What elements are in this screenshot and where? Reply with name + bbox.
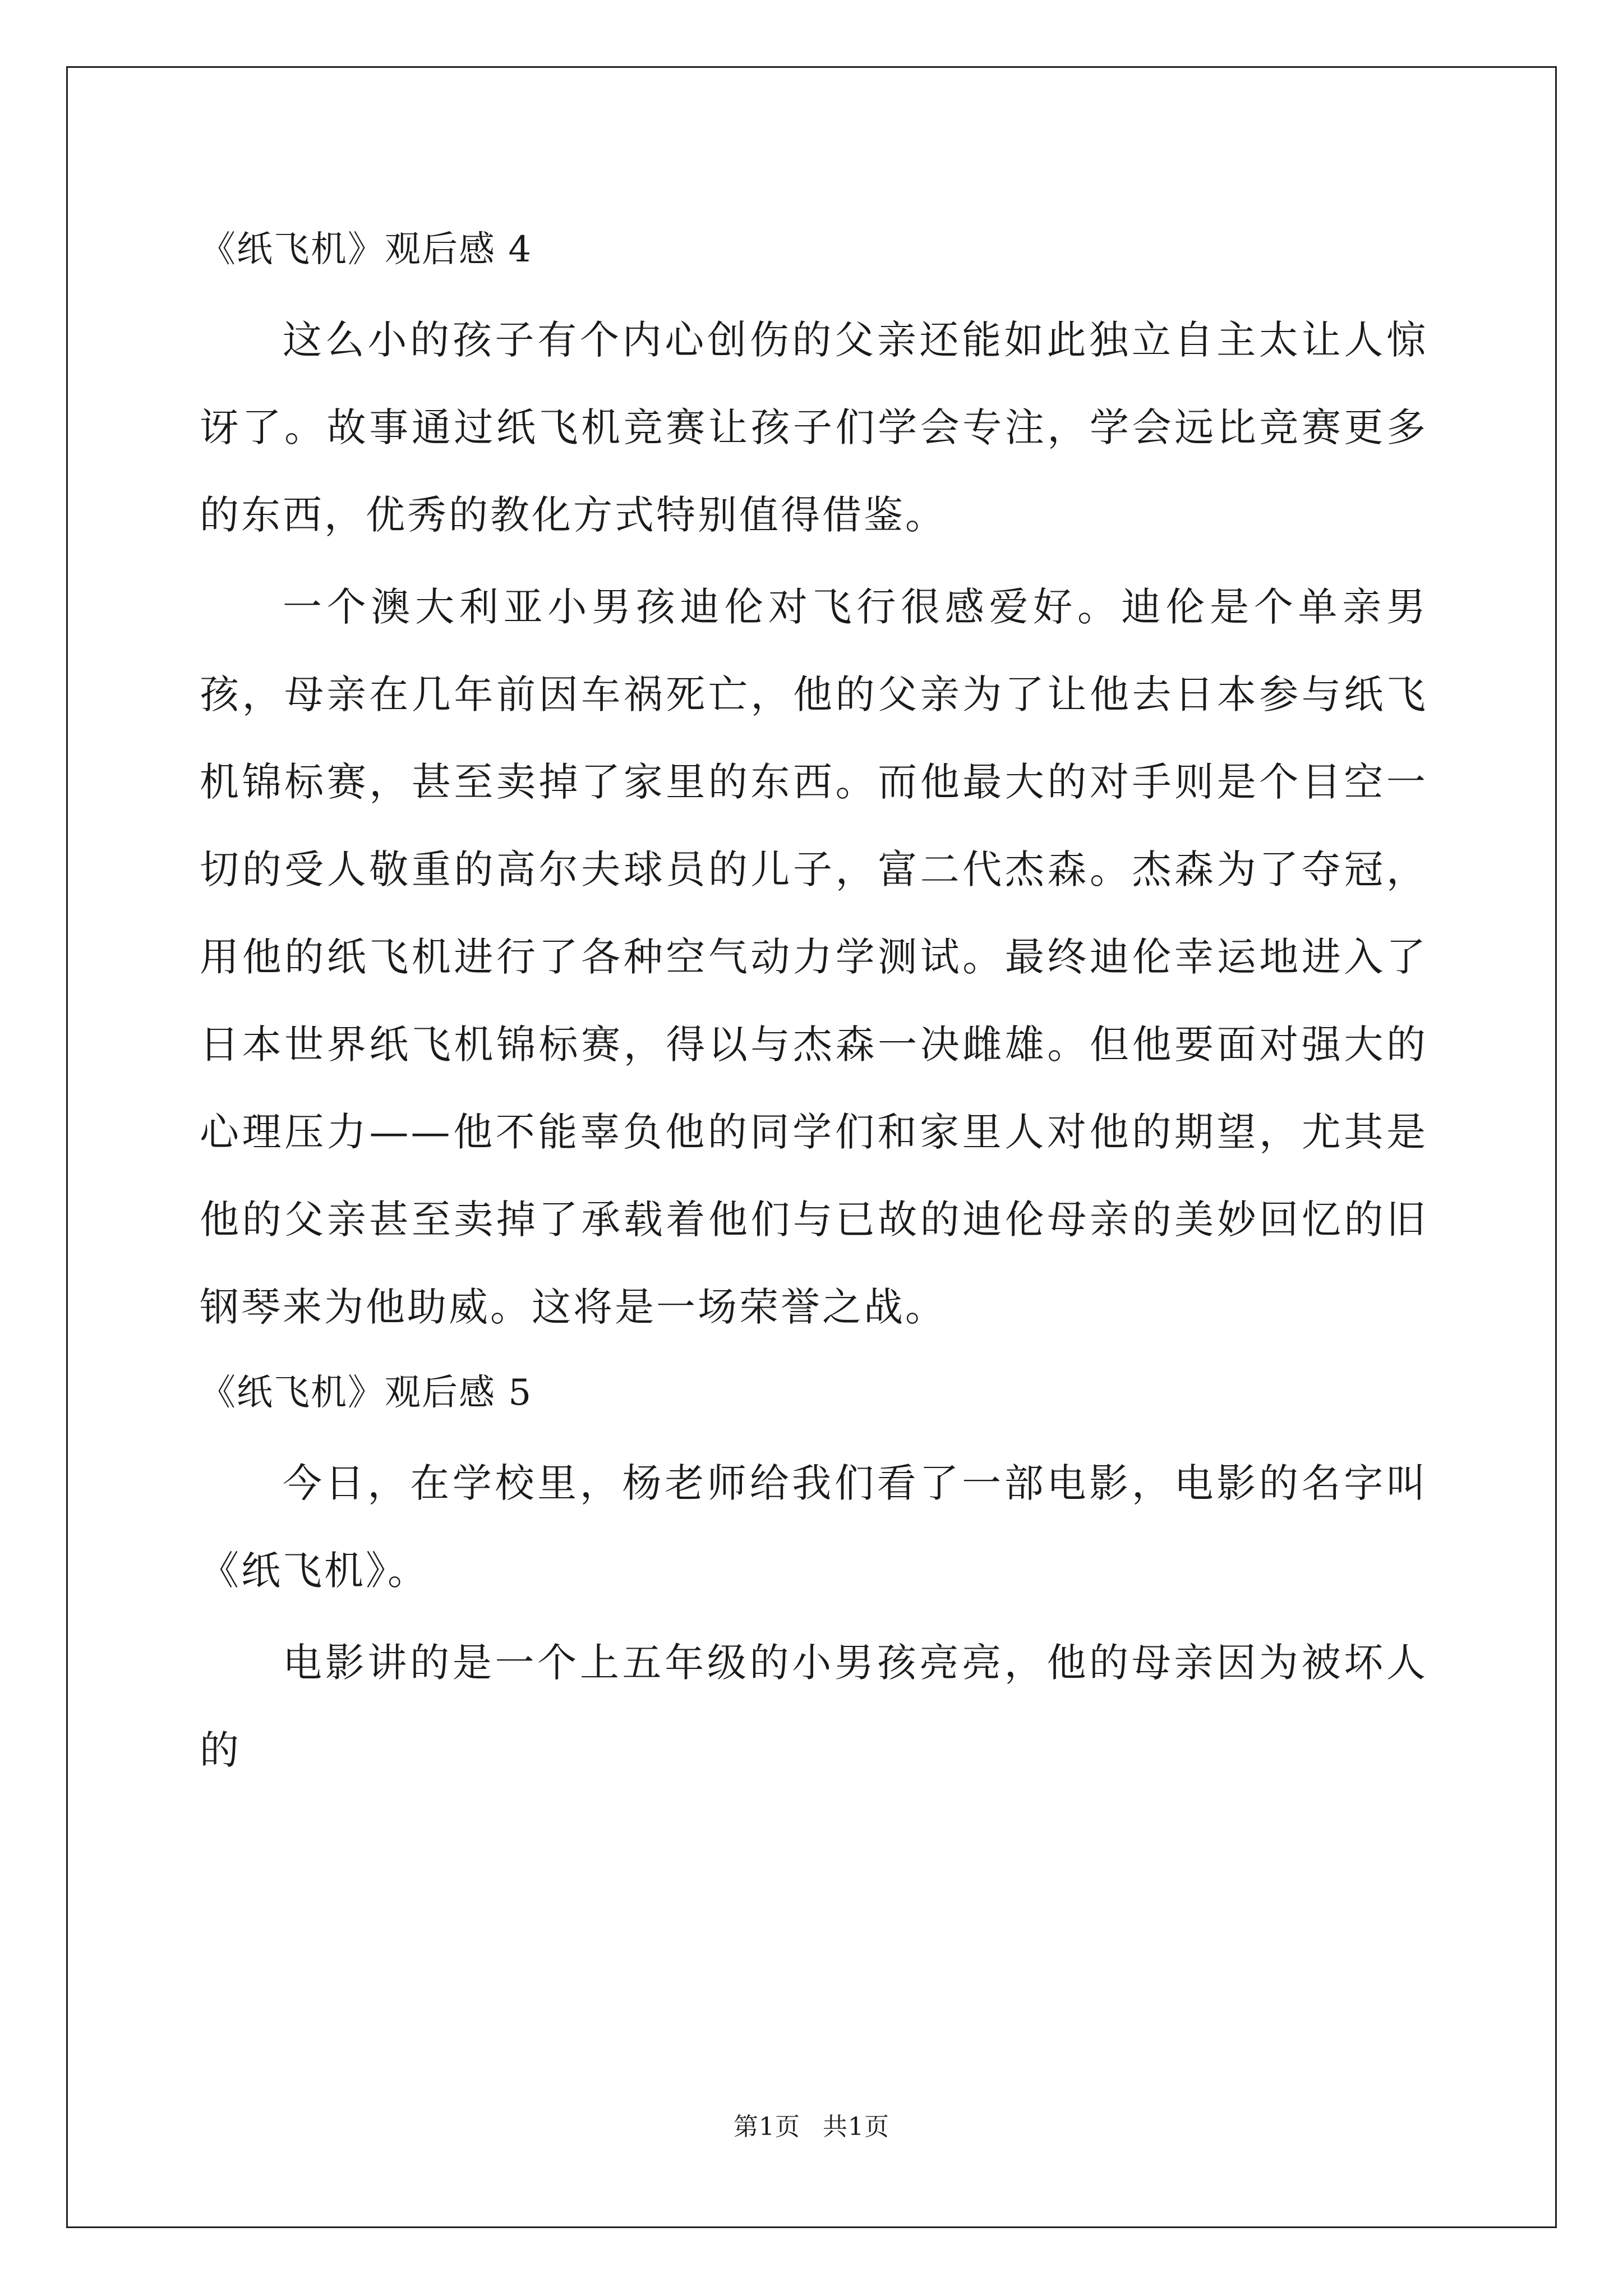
page-total: 共1页 [823, 2113, 889, 2141]
page-number: 第1页 [734, 2113, 800, 2141]
paragraph: 电影讲的是一个上五年级的小男孩亮亮，他的母亲因为被坏人的 [200, 1640, 1428, 1773]
section-heading: 《纸飞机》观后感 4 [200, 229, 533, 270]
paragraph: 这么小的孩子有个内心创伤的父亲还能如此独立自主太让人惊讶了。故事通过纸飞机竞赛让孩子们学会专注，学会远比竞赛更多的东西，优秀的教化方式特别值得借鉴。 [200, 317, 1428, 538]
section-heading: 《纸飞机》观后感 5 [200, 1372, 533, 1414]
page-footer [0, 2106, 1623, 2142]
document-body [200, 208, 1428, 1794]
paragraph: 一个澳大利亚小男孩迪伦对飞行很感爱好。迪伦是个单亲男孩，母亲在几年前因车祸死亡，他的父亲为了让他去日本参与纸飞机锦标赛，甚至卖掉了家里的东西。而他最大的对手则是个目空一切的受人敬重的高尔夫球员的儿子，富二代杰森。杰森为了夺冠，用他的纸飞机进行了各种空气动力学测试。最终迪伦幸运地进入了日本世界纸飞机锦标赛，得以与杰森一决雌雄。但他要面对强大的心理压力——他不能辜负他的同学们和家里人对他的期望，尤其是他的父亲甚至卖掉了承载着他们与已故的迪伦母亲的美妙回忆的旧钢琴来为他助威。这将是一场荣誉之战。 [200, 584, 1428, 1330]
paragraph: 今日，在学校里，杨老师给我们看了一部电影，电影的名字叫《纸飞机》。 [200, 1460, 1428, 1594]
